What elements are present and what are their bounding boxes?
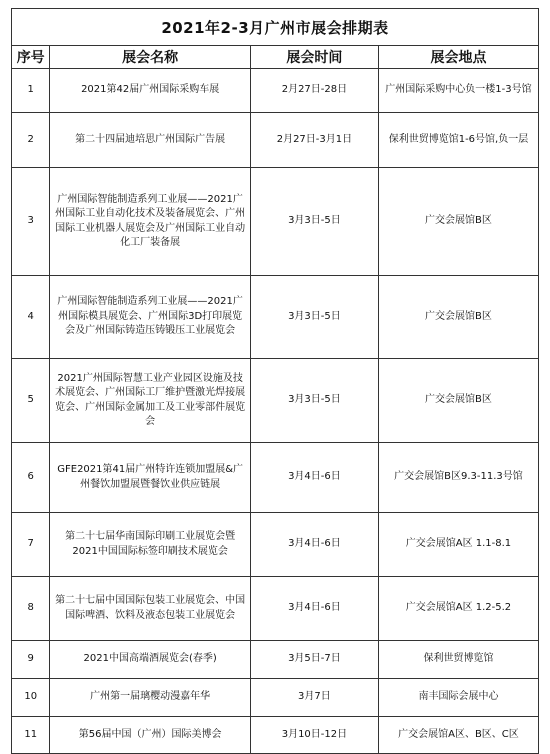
table-row — [12, 113, 539, 168]
header-name: 展会名称 — [50, 46, 251, 69]
cell-date: 3月4日-6日 — [250, 577, 378, 641]
cell-no: 9 — [12, 641, 50, 679]
header-no: 序号 — [12, 46, 50, 69]
cell-date: 3月3日-5日 — [250, 276, 378, 359]
cell-name: 第二十七届中国国际包装工业展览会、中国国际啤酒、饮料及液态包装工业展览会 — [50, 577, 251, 641]
cell-venue: 南丰国际会展中心 — [378, 679, 538, 717]
table-row — [12, 641, 539, 679]
cell-venue: 广交会展馆B区9.3-11.3号馆 — [378, 443, 538, 513]
cell-no: 6 — [12, 443, 50, 513]
cell-no: 3 — [12, 168, 50, 276]
cell-venue: 保利世贸博览馆1-6号馆,负一层 — [378, 113, 538, 168]
cell-name: 广州国际智能制造系列工业展——2021广州国际工业自动化技术及装备展览会、广州国际工业机器人展览会及广州国际工业自动化工厂装备展 — [50, 168, 251, 276]
table-row — [12, 359, 539, 443]
title-row — [12, 9, 539, 46]
cell-name: GFE2021第41届广州特许连锁加盟展&广州餐饮加盟展暨餐饮业供应链展 — [50, 443, 251, 513]
cell-no: 1 — [12, 69, 50, 113]
table-row — [12, 679, 539, 717]
cell-no: 2 — [12, 113, 50, 168]
cell-name: 2021第42届广州国际采购车展 — [50, 69, 251, 113]
table-row — [12, 443, 539, 513]
cell-venue: 广交会展馆A区、B区、C区 — [378, 717, 538, 754]
cell-date: 3月10日-12日 — [250, 717, 378, 754]
cell-date: 3月4日-6日 — [250, 513, 378, 577]
cell-venue: 广交会展馆B区 — [378, 359, 538, 443]
cell-no: 5 — [12, 359, 50, 443]
cell-name: 2021中国高端酒展览会(春季) — [50, 641, 251, 679]
cell-date: 3月5日-7日 — [250, 641, 378, 679]
cell-venue: 广交会展馆B区 — [378, 276, 538, 359]
table-row — [12, 69, 539, 113]
table-row — [12, 276, 539, 359]
table-row — [12, 577, 539, 641]
cell-date: 3月3日-5日 — [250, 359, 378, 443]
cell-name: 广州国际智能制造系列工业展——2021广州国际模具展览会、广州国际3D打印展览会及广州国际铸造压铸锻压工业展览会 — [50, 276, 251, 359]
cell-venue: 保利世贸博览馆 — [378, 641, 538, 679]
schedule-table — [11, 8, 539, 754]
cell-no: 8 — [12, 577, 50, 641]
cell-name: 第56届中国（广州）国际美博会 — [50, 717, 251, 754]
cell-venue: 广交会展馆A区 1.1-8.1 — [378, 513, 538, 577]
cell-no: 10 — [12, 679, 50, 717]
header-date: 展会时间 — [250, 46, 378, 69]
table-row — [12, 513, 539, 577]
cell-date: 3月7日 — [250, 679, 378, 717]
table-title: 2021年2-3月广州市展会排期表 — [12, 9, 539, 46]
cell-name: 第二十七届华南国际印刷工业展览会暨2021中国国际标签印刷技术展览会 — [50, 513, 251, 577]
table-row — [12, 168, 539, 276]
cell-venue: 广交会展馆A区 1.2-5.2 — [378, 577, 538, 641]
cell-venue: 广交会展馆B区 — [378, 168, 538, 276]
cell-no: 7 — [12, 513, 50, 577]
cell-name: 第二十四届迪培思广州国际广告展 — [50, 113, 251, 168]
cell-date: 3月3日-5日 — [250, 168, 378, 276]
cell-venue: 广州国际采购中心负一楼1-3号馆 — [378, 69, 538, 113]
cell-no: 11 — [12, 717, 50, 754]
cell-date: 2月27日-28日 — [250, 69, 378, 113]
cell-date: 3月4日-6日 — [250, 443, 378, 513]
cell-date: 2月27日-3月1日 — [250, 113, 378, 168]
header-venue: 展会地点 — [378, 46, 538, 69]
table-row — [12, 717, 539, 754]
cell-name: 广州第一届璃樱动漫嘉年华 — [50, 679, 251, 717]
cell-no: 4 — [12, 276, 50, 359]
header-row — [12, 46, 539, 69]
schedule-sheet — [11, 8, 539, 754]
cell-name: 2021广州国际智慧工业产业园区设施及技术展览会、广州国际工厂维护暨激光焊接展览会、广州国际金属加工及工业零部件展览会 — [50, 359, 251, 443]
